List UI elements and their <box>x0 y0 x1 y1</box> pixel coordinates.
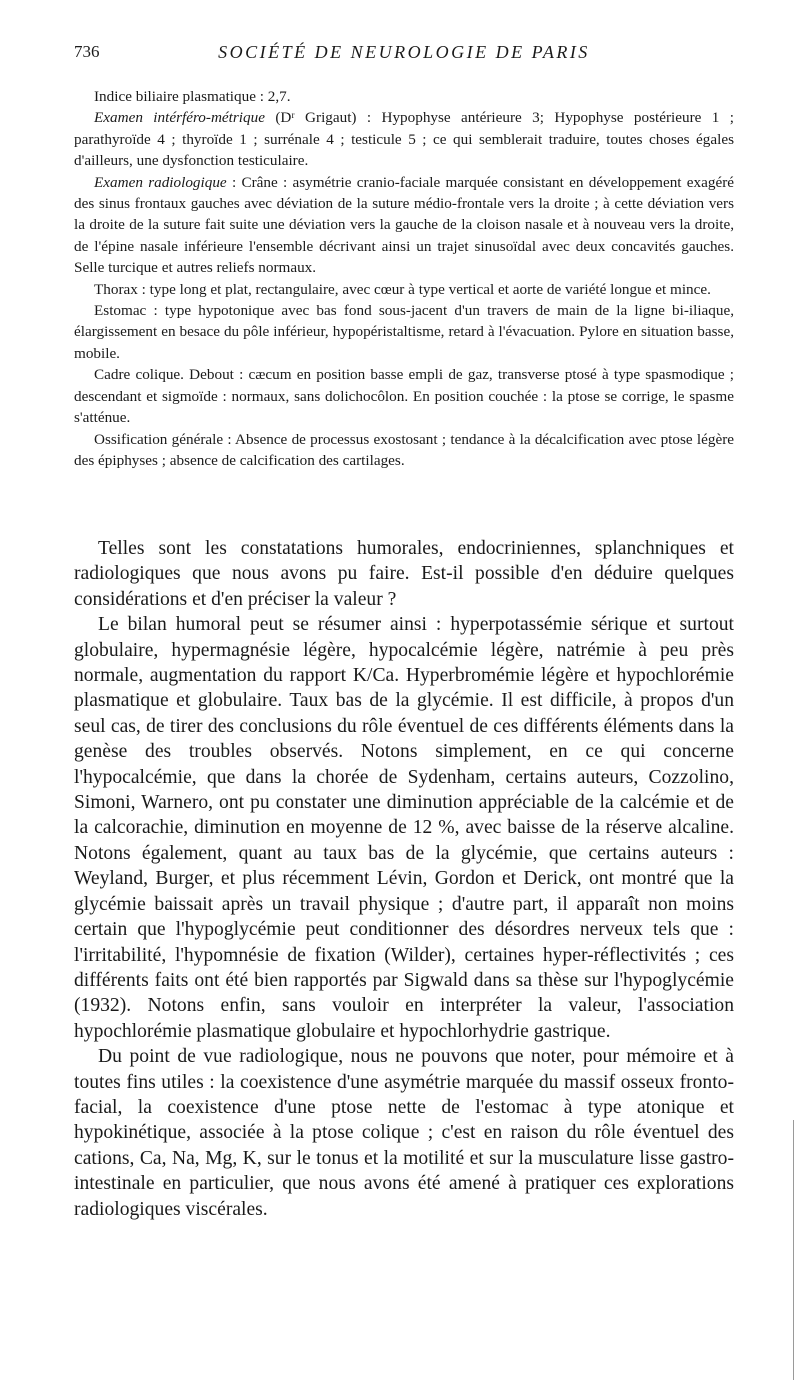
page-number: 736 <box>74 42 100 61</box>
note-paragraph <box>74 172 734 279</box>
body-paragraph: Du point de vue radiologique, nous ne pouvons que noter, pour mémoire et à toutes fins utiles : la coexistence d'une asymétrie marquée du massif osseux fronto-facial, la coexistence d'une ptose nette de l'estomac à type atonique et hypokinétique, associée à la ptose colique ; c'est en raison du rôle éventuel des cations, Ca, Na, Mg, K, sur le tonus et la motilité et sur la musculature lisse gastro-intestinale en particulier, que nous avons été amené à pratiquer ces explorations radiologiques viscérales. <box>74 1046 734 1220</box>
note-text: Cadre colique. Debout : cæcum en position basse empli de gaz, transverse ptosé à type spasmodique ; descendant et sigmoïde : normaux, sans dolichocôlon. En position couchée : la ptose se corrige, le spasme s'atténue. <box>74 366 734 427</box>
note-label: Examen intérféro-métrique <box>94 109 265 127</box>
case-notes <box>74 86 734 471</box>
running-head <box>74 42 734 66</box>
discussion-text <box>74 536 734 1222</box>
note-text: Ossification générale : Absence de processus exostosant ; tendance à la décalcification avec ptose légère des épiphyses ; absence de calcification des cartilages. <box>74 430 734 469</box>
scan-edge-line <box>793 1120 794 1380</box>
note-text: Estomac : type hypotonique avec bas fond sous-jacent d'un travers de main de la ligne bi-iliaque, élargissement en besace du pôle inférieur, hypopéristaltisme, retard à l'évacuation. Pylore en situation basse, mobile. <box>74 302 734 362</box>
body-paragraph: Telles sont les constatations humorales, endocriniennes, splanchniques et radiologiques que nous avons pu faire. Est-il possible d'en déduire quelques considérations et d'en préciser la valeur ? <box>74 538 734 610</box>
note-paragraph <box>74 279 734 300</box>
note-paragraph <box>74 429 734 472</box>
note-label: Examen radiologique <box>94 173 227 191</box>
note-text: : Crâne : asymétrie cranio-faciale marquée consistant en développement exagéré des sinus frontaux gauches avec déviation de la suture médio-frontale vers la droite ; à cette déviation vers la droite de la suture fait suite une déviation vers la gauche de la cloison nasale et à nouveau vers la droite, de l'épine nasale inférieure l'ensemble décrivant ainsi un trajet sinusoïdal avec deux concavités gauches. Selle turcique et autres reliefs normaux. <box>74 173 734 277</box>
note-paragraph <box>74 86 734 107</box>
note-text: Indice biliaire plasmatique : 2,7. <box>94 88 291 105</box>
note-paragraph <box>74 107 734 171</box>
note-paragraph <box>74 364 734 428</box>
note-text: Thorax : type long et plat, rectangulaire, avec cœur à type vertical et aorte de variété longue et mince. <box>94 280 711 298</box>
body-paragraph: Le bilan humoral peut se résumer ainsi : hyperpotassémie sérique et surtout globulaire, hypermagnésie légère, hypocalcémie légère, natrémie à peu près normale, augmentation du rapport K/Ca. Hyperbromémie légère et hypochlorémie plasmatique et globulaire. Taux bas de la glycémie. Il est difficile, à propos d'un seul cas, de tirer des conclusions du rôle éventuel de ces différents éléments dans la genèse des troubles observés. Notons simplement, en ce qui concerne l'hypocalcémie, que dans la chorée de Sydenham, certains auteurs, Cozzolino, Simoni, Warnero, ont pu constater une diminution appréciable de la calcémie et de la calcorachie, diminution en moyenne de 12 %, avec baisse de la réserve alcaline. Notons également, quant au taux bas de la glycémie, que certains auteurs : Weyland, Burger, et plus récemment Lévin, Gordon et Derick, ont montré que la glycémie baissait après un travail physique ; d'autre part, il apparaît non moins certain que l'hypoglycémie peut conditionner des désordres nerveux tels que : l'irritabilité, l'hypomnésie de fixation (Wilder), certaines hyper-réflectivités ; ces différents faits ont été bien rapportés par Sigwald dans sa thèse sur l'hypoglycémie (1932). Notons enfin, sans vouloir en interpréter la valeur, l'association hypochlorémie plasmatique globulaire et hypochlorhydrie gastrique. <box>74 614 734 1042</box>
note-paragraph <box>74 300 734 364</box>
note-text: (Dʳ Grigaut) : Hypophyse antérieure 3; Hypophyse postérieure 1 ; parathyroïde 4 ; thyroïde 1 ; surrénale 4 ; testicule 5 ; ce qui semblerait traduire, toutes choses égales d'ailleurs, une dysfonction testiculaire. <box>74 109 734 170</box>
journal-title: SOCIÉTÉ DE NEUROLOGIE DE PARIS <box>218 42 590 62</box>
